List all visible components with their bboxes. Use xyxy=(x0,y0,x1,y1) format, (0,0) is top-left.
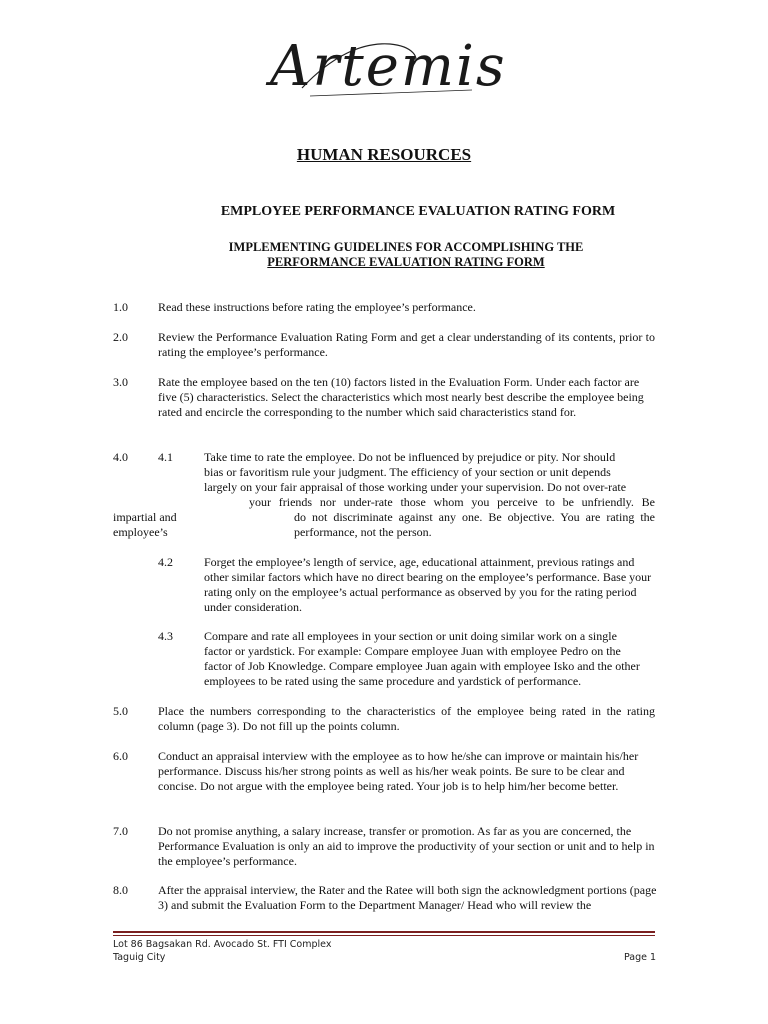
footer-address-line2: Taguig City xyxy=(113,952,166,963)
instruction-text-line: impartial and xyxy=(113,510,177,524)
item-number: 5.0 xyxy=(113,704,128,718)
instruction-text: Forget the employee’s length of service, age, educational attainment, previous ratings and other similar factors which have no direct bearing on the employee’s performance. Base your rating only on the employee’s actual performance as observed by you for the rating period under consideration. xyxy=(204,555,652,614)
footer-divider xyxy=(113,935,655,936)
page-title: HUMAN RESOURCES xyxy=(296,145,472,164)
item-number: 7.0 xyxy=(113,824,128,838)
instruction-text: Rate the employee based on the ten (10) factors listed in the Evaluation Form. Under each factor are five (5) characteristics. Select the characteristics which most nearly best describe the employee being rated and encircle the corresponding to the number which said characteristics stand for. xyxy=(158,375,644,419)
item-number: 4.0 xyxy=(113,450,128,464)
item-number: 6.0 xyxy=(113,749,128,763)
instruction-text: Compare and rate all employees in your section or unit doing similar work on a single factor or yardstick. For example: Compare employee Juan with employee Pedro on the factor of Job Knowledge. Compare employee Juan again with employee Isko and the other employees to be rated using the same procedure and yardstick of performance. xyxy=(204,629,640,688)
company-logo xyxy=(270,28,507,112)
instruction-text-line: do not discriminate against any one. Be objective. You are rating the xyxy=(294,510,655,524)
instruction-text: Conduct an appraisal interview with the employee as to how he/she can improve or maintain his/her performance. Discuss his/her strong points as well as his/her weak points. Be sure to be clear and concise. Do not argue with the employee being rated. Your job is to help him/her become better. xyxy=(158,749,639,793)
footer-divider xyxy=(113,931,655,933)
instruction-text-line: performance, not the person. xyxy=(294,525,432,539)
logo-text: Artemis xyxy=(270,34,507,99)
subitem-number: 4.1 xyxy=(158,450,173,464)
instruction-text-line: your friends nor under-rate those whom you perceive to be unfriendly. Be xyxy=(249,495,655,509)
instruction-text: Place the numbers corresponding to the characteristics of the employee being rated in the rating column (page 3). Do not fill up the points column. xyxy=(158,704,655,733)
item-number: 1.0 xyxy=(113,300,128,314)
instruction-text: Do not promise anything, a salary increase, transfer or promotion. As far as you are concerned, the Performance Evaluation is only an aid to improve the productivity of your section or unit and to help in the employee’s performance. xyxy=(158,824,655,868)
item-number: 3.0 xyxy=(113,375,128,389)
guidelines-heading-line1: IMPLEMENTING GUIDELINES FOR ACCOMPLISHING THE xyxy=(228,240,584,254)
subitem-number: 4.2 xyxy=(158,555,173,569)
instruction-text-line: employee’s xyxy=(113,525,168,539)
item-number: 2.0 xyxy=(113,330,128,344)
instruction-text: Read these instructions before rating the employee’s performance. xyxy=(158,300,476,314)
form-title: EMPLOYEE PERFORMANCE EVALUATION RATING FORM xyxy=(220,204,616,219)
instruction-text: After the appraisal interview, the Rater and the Ratee will both sign the acknowledgment portions (page 3) and submit the Evaluation Form to the Department Manager/ Head who will review the xyxy=(158,883,657,912)
page-number: Page 1 xyxy=(624,952,657,963)
footer-address-line1: Lot 86 Bagsakan Rd. Avocado St. FTI Complex xyxy=(113,939,332,950)
guidelines-heading-line2: PERFORMANCE EVALUATION RATING FORM xyxy=(267,255,545,269)
instruction-text-line: largely on your fair appraisal of those working under your supervision. Do not over-rate xyxy=(204,480,627,494)
item-number: 8.0 xyxy=(113,883,128,897)
instruction-text: Review the Performance Evaluation Rating Form and get a clear understanding of its contents, prior to rating the employee’s performance. xyxy=(158,330,655,359)
subitem-number: 4.3 xyxy=(158,629,173,643)
instruction-text-line: Take time to rate the employee. Do not be influenced by prejudice or pity. Nor should xyxy=(204,450,616,464)
instruction-text-line: bias or favoritism rule your judgment. The efficiency of your section or unit depends xyxy=(204,465,611,479)
